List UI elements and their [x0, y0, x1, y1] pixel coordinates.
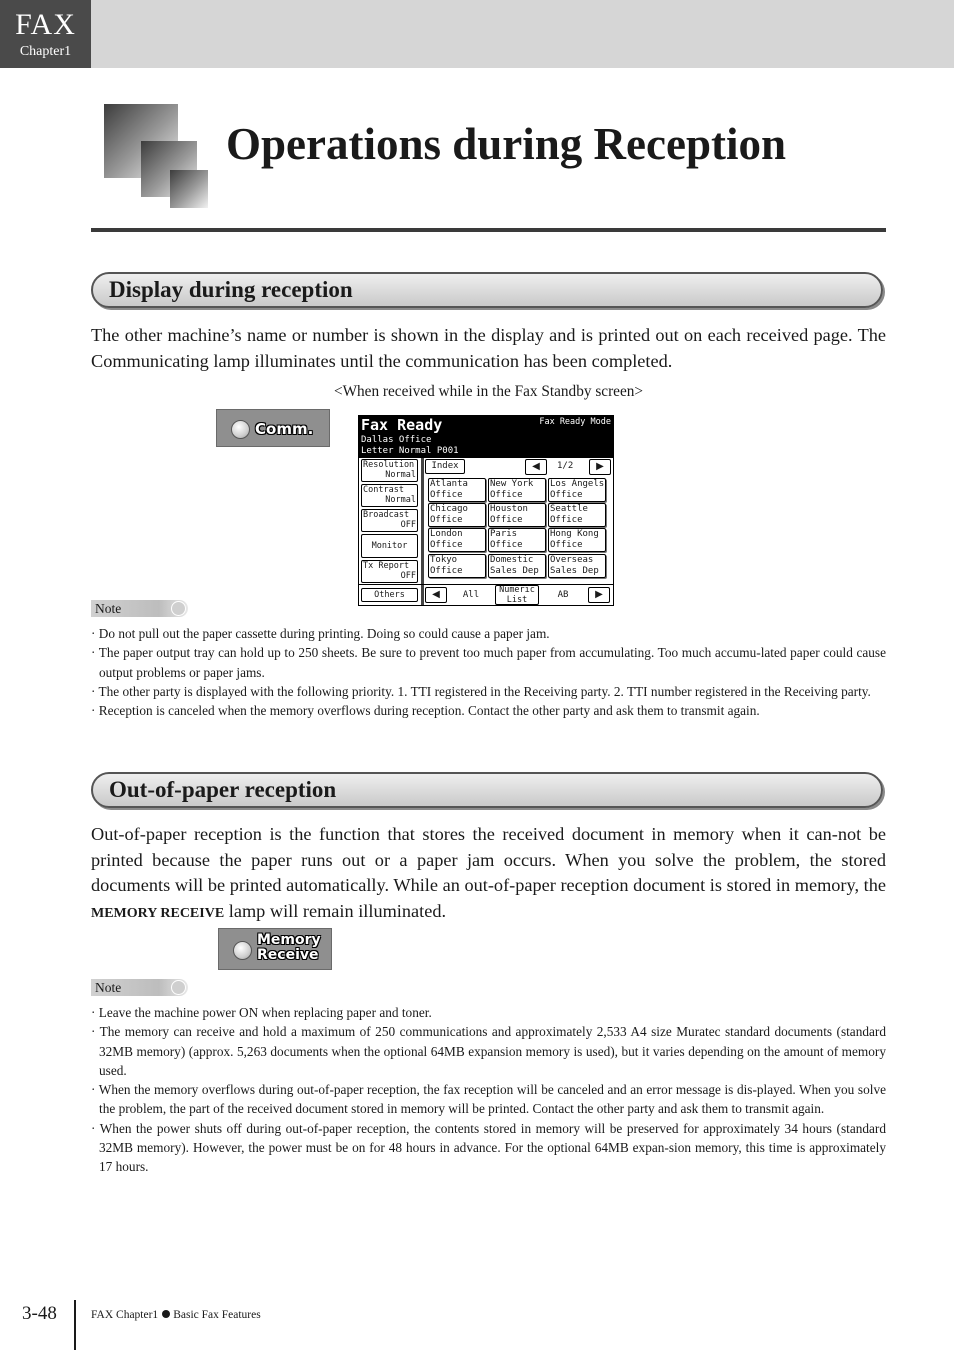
contrast-button[interactable] — [361, 484, 418, 507]
dest-london-office[interactable] — [428, 528, 486, 552]
dest-line2: Office — [430, 539, 463, 550]
monitor-button[interactable] — [361, 534, 418, 558]
section-heading-display — [91, 272, 883, 308]
section-heading-text: Display during reception — [109, 277, 353, 302]
dest-line1: New York — [490, 479, 534, 489]
tab-all[interactable]: All — [462, 590, 480, 600]
dest-line2: Office — [550, 514, 583, 525]
tab-numeric-line2: List — [506, 594, 528, 605]
section-heading-text: Out-of-paper reception — [109, 777, 337, 802]
dest-new-york-office[interactable] — [488, 478, 546, 502]
tx-report-button[interactable] — [361, 560, 418, 583]
resolution-label: Resolution — [363, 460, 415, 470]
dest-line2: Office — [550, 539, 583, 550]
note-label: Note — [95, 601, 122, 616]
dest-line2: Office — [550, 489, 583, 500]
note-item: · Do not pull out the paper cassette during printing. Doing so could cause a paper jam. — [91, 626, 550, 641]
resolution-button[interactable] — [361, 459, 418, 482]
title-decoration-square — [170, 170, 208, 208]
dest-line1: Domestic — [490, 555, 534, 565]
figure-caption: <When received while in the Fax Standby screen> — [333, 383, 644, 400]
contrast-value: Normal — [385, 495, 416, 505]
dest-houston-office[interactable] — [488, 503, 546, 527]
dest-line2: Office — [490, 539, 523, 550]
dest-los-angels-office[interactable] — [548, 478, 606, 502]
bullet-icon — [162, 1310, 170, 1318]
dest-hong-kong-office[interactable] — [548, 528, 606, 552]
broadcast-label: Broadcast — [363, 510, 410, 520]
panel-line-sender: Dallas Office — [361, 435, 432, 445]
note-circle-icon — [171, 980, 186, 995]
dest-line1: Atlanta — [430, 479, 468, 489]
tx-report-value: OFF — [400, 571, 416, 581]
note-item: · Reception is canceled when the memory overflows during reception. Contact the other party and ask them to transmit again. — [91, 703, 760, 719]
memory-receive-lamp — [218, 928, 332, 970]
section2-notes — [91, 1003, 886, 1177]
dest-line2: Sales Dep — [490, 565, 539, 576]
tx-report-label: Tx Report — [363, 561, 410, 571]
chapter-label: Chapter1 — [19, 44, 72, 59]
dest-chicago-office[interactable] — [428, 503, 486, 527]
section-heading-out-of-paper — [91, 772, 883, 808]
page-next-button[interactable]: ▶ — [589, 459, 611, 475]
page-prev-button[interactable]: ◀ — [525, 459, 547, 475]
list-prev-button[interactable]: ◀ — [425, 587, 447, 603]
comm-lamp-label: Comm. — [255, 420, 314, 438]
lamp-label-line1: Memory — [257, 932, 321, 948]
note-circle-icon — [171, 601, 186, 616]
dest-atlanta-office[interactable] — [428, 478, 486, 502]
dest-domestic-sales[interactable] — [488, 554, 546, 578]
memory-receive-key-name: MEMORY RECEIVE — [91, 905, 225, 921]
tab-numeric-line1: Numeric — [499, 585, 535, 595]
footer-topic: Basic Fax Features — [173, 1309, 261, 1321]
note-item: · The paper output tray can hold up to 250 sheets. Be sure to prevent too much paper from accumulating. Too much accumu-lated paper could cause output problems or paper jams. — [91, 645, 886, 680]
header-band — [0, 0, 954, 68]
paragraph-text: Out-of-paper reception is the function that stores the received document in memory when it can-not be printed because the paper runs out or a paper jam occurs. When you solve the problem, the stored documents will be printed automatically. While an out-of-paper reception document is stored in memory, the — [91, 824, 886, 896]
index-button[interactable]: Index — [425, 459, 465, 474]
paragraph-text: lamp will remain illuminated. — [228, 900, 447, 921]
dest-line1: Hong Kong — [550, 529, 599, 539]
memory-receive-label — [257, 933, 321, 963]
section-label: FAX — [15, 8, 76, 41]
dest-line2: Sales Dep — [550, 565, 599, 576]
section2-paragraph — [91, 822, 886, 926]
note-item: · The other party is displayed with the following priority. 1. TTI registered in the Receiving party. 2. TTI number registered in the Receiving party. — [91, 683, 871, 699]
note-item: · When the power shuts off during out-of-paper reception, the contents stored in memory will be preserved for approximately 34 hours (standard 32MB memory). However, the power must be on for 48 hours in advance. For the optional 64MB expan-sion memory, this time is approximately 17 hours. — [91, 1120, 886, 1175]
list-next-button[interactable]: ▶ — [588, 587, 610, 603]
panel-line-settings: Letter Normal P001 — [361, 446, 459, 456]
dest-overseas-sales[interactable] — [548, 554, 606, 578]
lamp-label-line2: Receive — [257, 947, 319, 963]
dest-line1: London — [430, 529, 463, 539]
footer-rule — [74, 1300, 76, 1350]
section1-paragraph: The other machine’s name or number is shown in the display and is printed out on each received page. The Communicating lamp illuminates until the communication has been completed. — [91, 325, 886, 371]
dest-line1: Los Angels — [550, 479, 605, 489]
note-tag — [91, 600, 188, 617]
dest-seattle-office[interactable] — [548, 503, 606, 527]
page-number: 3-48 — [22, 1303, 57, 1324]
resolution-value: Normal — [385, 470, 416, 480]
dest-paris-office[interactable] — [488, 528, 546, 552]
monitor-label: Monitor — [371, 541, 408, 551]
comm-lamp — [216, 409, 330, 447]
footer-breadcrumb — [91, 1309, 261, 1321]
tab-ab[interactable]: AB — [557, 590, 569, 600]
dest-line1: Paris — [490, 529, 518, 539]
panel-divider — [421, 458, 424, 605]
page-indicator: 1/2 — [557, 461, 574, 471]
panel-title: Fax Ready — [361, 416, 443, 434]
broadcast-value: OFF — [400, 520, 416, 530]
dest-line1: Tokyo — [430, 555, 458, 565]
page-title: Operations during Reception — [226, 119, 787, 169]
panel-status-area — [359, 416, 613, 458]
chapter-tab — [0, 0, 91, 68]
broadcast-button[interactable] — [361, 509, 418, 532]
tab-numeric-list[interactable] — [495, 585, 539, 605]
note-item: · The memory can receive and hold a maximum of 250 communications and approximately 2,533 A4 size Muratec standard documents (standard 32MB memory) (approx. 5,263 documents when the optional 64MB expansion memory is used), but it varies depending on the amount of memory used. — [91, 1024, 886, 1078]
dest-line1: Overseas — [550, 555, 594, 565]
dest-line2: Office — [430, 565, 463, 576]
note-label: Note — [95, 980, 122, 995]
fax-ready-panel — [358, 415, 614, 606]
note-item: · When the memory overflows during out-of-paper reception, the fax reception will be canceled and an error message is dis-played. When you solve the problem, the part of the received document stored in memory will be printed. Contact the other party and ask them to transmit again. — [91, 1082, 886, 1117]
dest-line1: Seattle — [550, 504, 588, 514]
dest-line2: Office — [490, 489, 523, 500]
footer-chapter: FAX Chapter1 — [91, 1309, 159, 1321]
contrast-label: Contrast — [363, 485, 404, 495]
dest-line2: Office — [430, 489, 463, 500]
lamp-icon — [231, 420, 250, 439]
dest-line1: Chicago — [430, 504, 468, 514]
lamp-icon — [233, 941, 252, 960]
dest-line2: Office — [430, 514, 463, 525]
note-tag — [91, 979, 188, 996]
title-rule — [91, 228, 886, 232]
others-label: Others — [374, 590, 405, 600]
dest-tokyo-office[interactable] — [428, 554, 486, 578]
note-item: · Leave the machine power ON when replacing paper and toner. — [91, 1005, 432, 1020]
section1-notes — [91, 624, 886, 720]
dest-line2: Office — [490, 514, 523, 525]
panel-mode: Fax Ready Mode — [539, 417, 611, 427]
panel-bottom-bar — [359, 584, 613, 606]
dest-line1: Houston — [490, 504, 528, 514]
